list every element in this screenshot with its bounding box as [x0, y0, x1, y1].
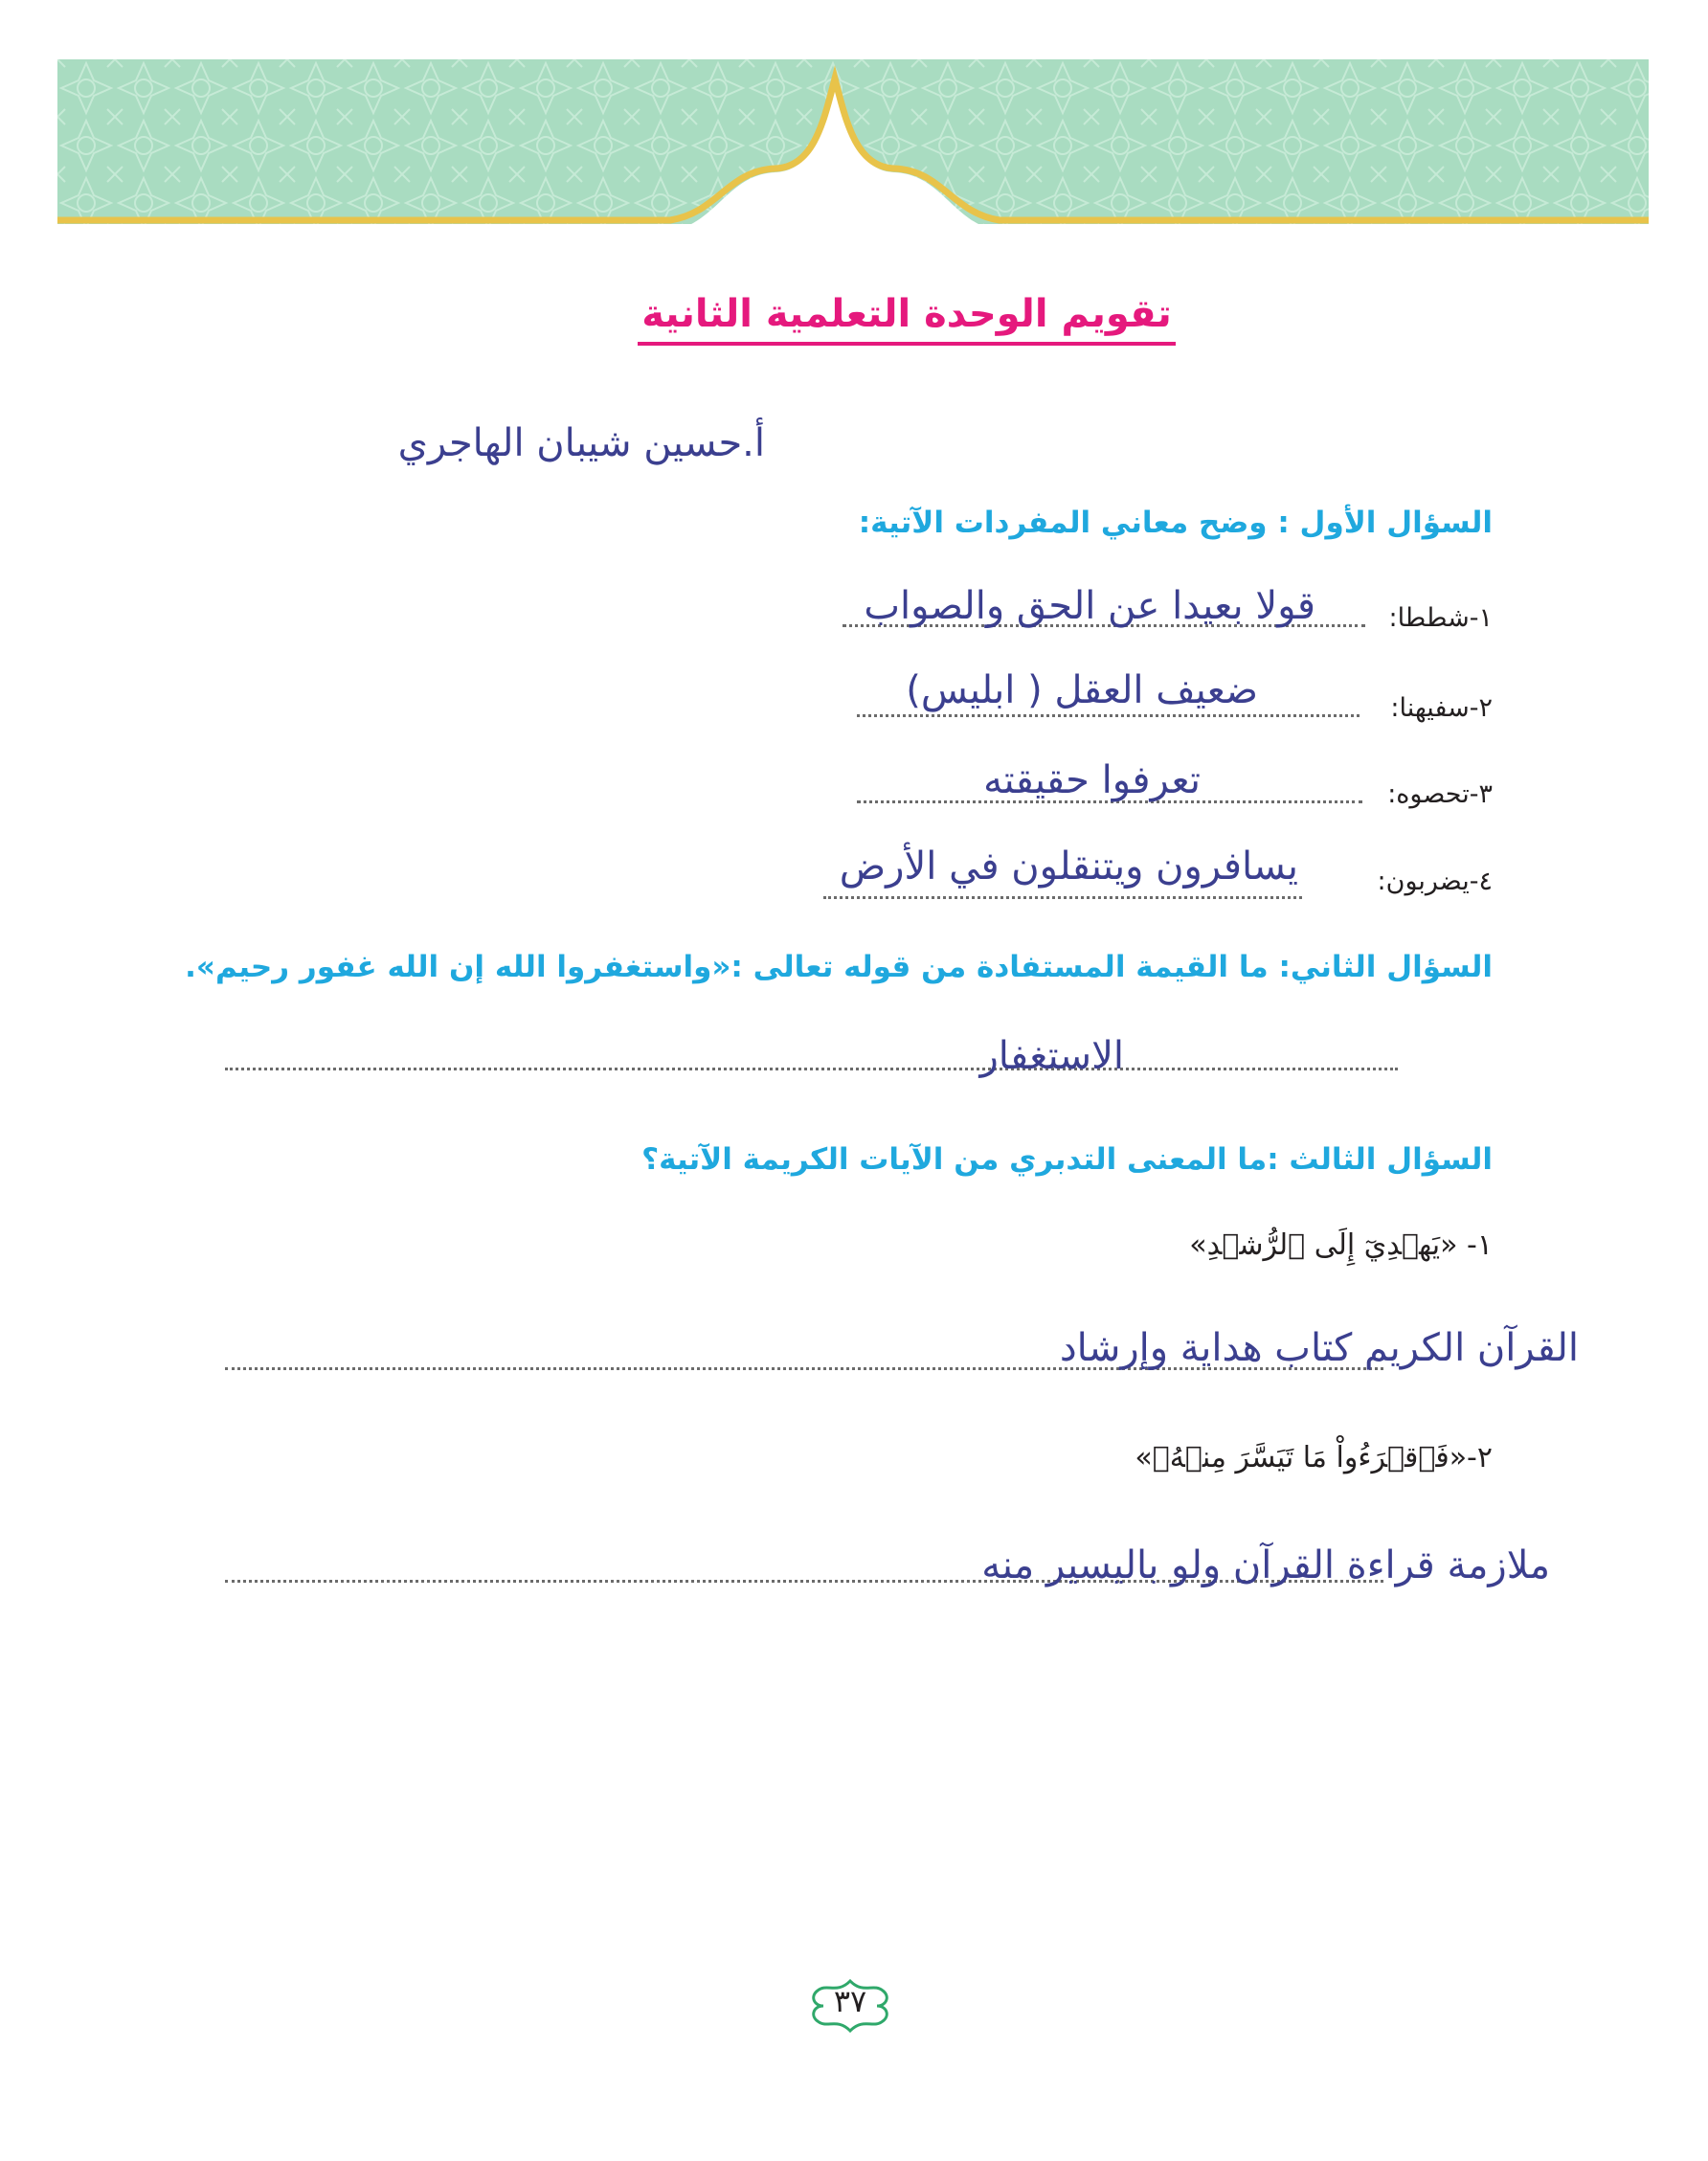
- q1-item2-label: ٢-سفيهنا:: [1390, 693, 1493, 723]
- q2-answer: الاستغفار: [979, 1034, 1124, 1078]
- q1-item4-label: ٤-يضربون:: [1377, 867, 1493, 896]
- q3-item2-verse: ٢-«فَٱقۡرَءُواْ مَا تَيَسَّرَ مِنۡهُۚ»: [1135, 1441, 1493, 1474]
- q1-item4-answer: يسافرون ويتنقلون في الأرض: [839, 844, 1298, 889]
- q2-dotline: [225, 1068, 1398, 1070]
- q3-item2-answer: ملازمة قراءة القرآن ولو باليسير منه: [981, 1543, 1550, 1587]
- question3-heading: السؤال الثالث :ما المعنى التدبري من الآيات الكريمة الآتية؟: [641, 1142, 1493, 1177]
- q1-item1-answer: قولا بعيدا عن الحق والصواب: [864, 584, 1315, 628]
- q3-item1-answer: القرآن الكريم كتاب هداية وإرشاد: [1059, 1326, 1579, 1370]
- author-name: أ.حسين شيبان الهاجري: [397, 421, 765, 465]
- q1-item1-label: ١-شططا:: [1388, 603, 1493, 633]
- page-title: تقويم الوحدة التعلمية الثانية: [0, 292, 1708, 346]
- q3-item1-verse: ١- «يَهۡدِيٓ إِلَى ٱلرُّشۡدِ»: [1189, 1228, 1493, 1262]
- q1-item3-label: ٣-تحصوه:: [1387, 779, 1493, 809]
- header-banner: [57, 59, 1649, 232]
- question2-heading: السؤال الثاني: ما القيمة المستفادة من قوله تعالى :«واستغفروا الله إن الله غفور رحيم».: [185, 950, 1493, 984]
- q1-item2-answer: ضعيف العقل ( ابليس): [906, 668, 1258, 712]
- q1-item3-answer: تعرفوا حقيقته: [983, 758, 1201, 802]
- question1-heading: السؤال الأول : وضح معاني المفردات الآتية:: [858, 506, 1493, 540]
- q1-item2-dotline: [857, 714, 1360, 717]
- q1-item4-dotline: [823, 896, 1302, 899]
- page-number: ٣٧: [833, 1983, 867, 2019]
